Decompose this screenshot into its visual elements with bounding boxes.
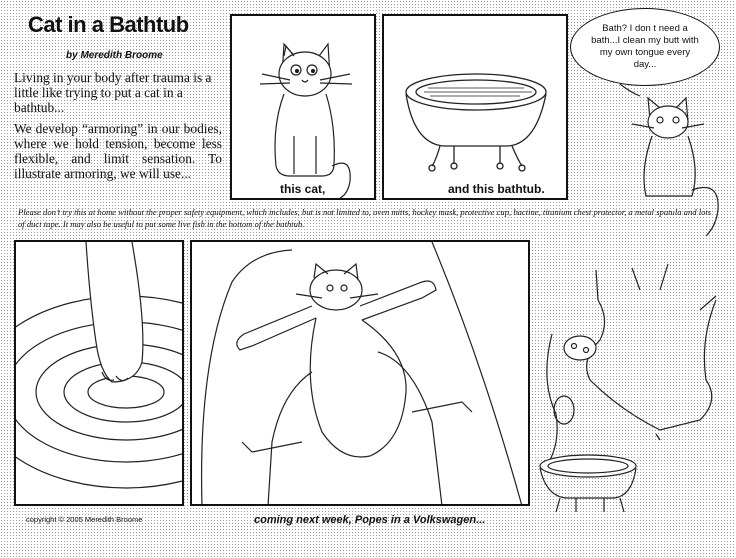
- panel-cat: [230, 14, 376, 200]
- byline: by Meredith Broome: [66, 50, 163, 61]
- cat-drawing: [232, 16, 376, 200]
- intro-paragraph-1: Living in your body after trauma is a little like trying to put a cat in a bathtub...: [14, 70, 212, 115]
- speech-bubble-text: Bath? I don t need a bath...I clean my butt with my own tongue every day...: [591, 23, 699, 70]
- bathtub-caption: and this bathtub.: [448, 182, 545, 196]
- copyright: copyright © 2005 Meredith Broome: [26, 515, 143, 524]
- cat-caption: this cat,: [280, 182, 326, 196]
- panel-paw: [14, 240, 184, 506]
- speech-bubble: [570, 8, 720, 86]
- panel-struggle: [190, 240, 530, 506]
- paw-drawing: [16, 242, 184, 506]
- comic-title: Cat in a Bathtub: [28, 12, 189, 37]
- struggle-drawing: [192, 242, 530, 506]
- panel-bathtub: [382, 14, 568, 200]
- bathtub-drawing: [384, 16, 568, 200]
- intro-paragraph-2: We develop “armoring” in our bodies, where we hold tension, become less flexible, and limit sensation. To illustrate armoring, we will use...: [14, 121, 222, 181]
- next-week-teaser: coming next week, Popes in a Volkswagen...: [254, 514, 486, 526]
- disclaimer: Please don’t try this at home without the proper safety equipment, which includes, but is not limited to, oven mitts, hockey mask, protective cup, bactine, titanium chest protector, a metal spatula and lots of duct tape. It may also be useful to put some live fish in the bottom of the bathtub.: [18, 207, 712, 229]
